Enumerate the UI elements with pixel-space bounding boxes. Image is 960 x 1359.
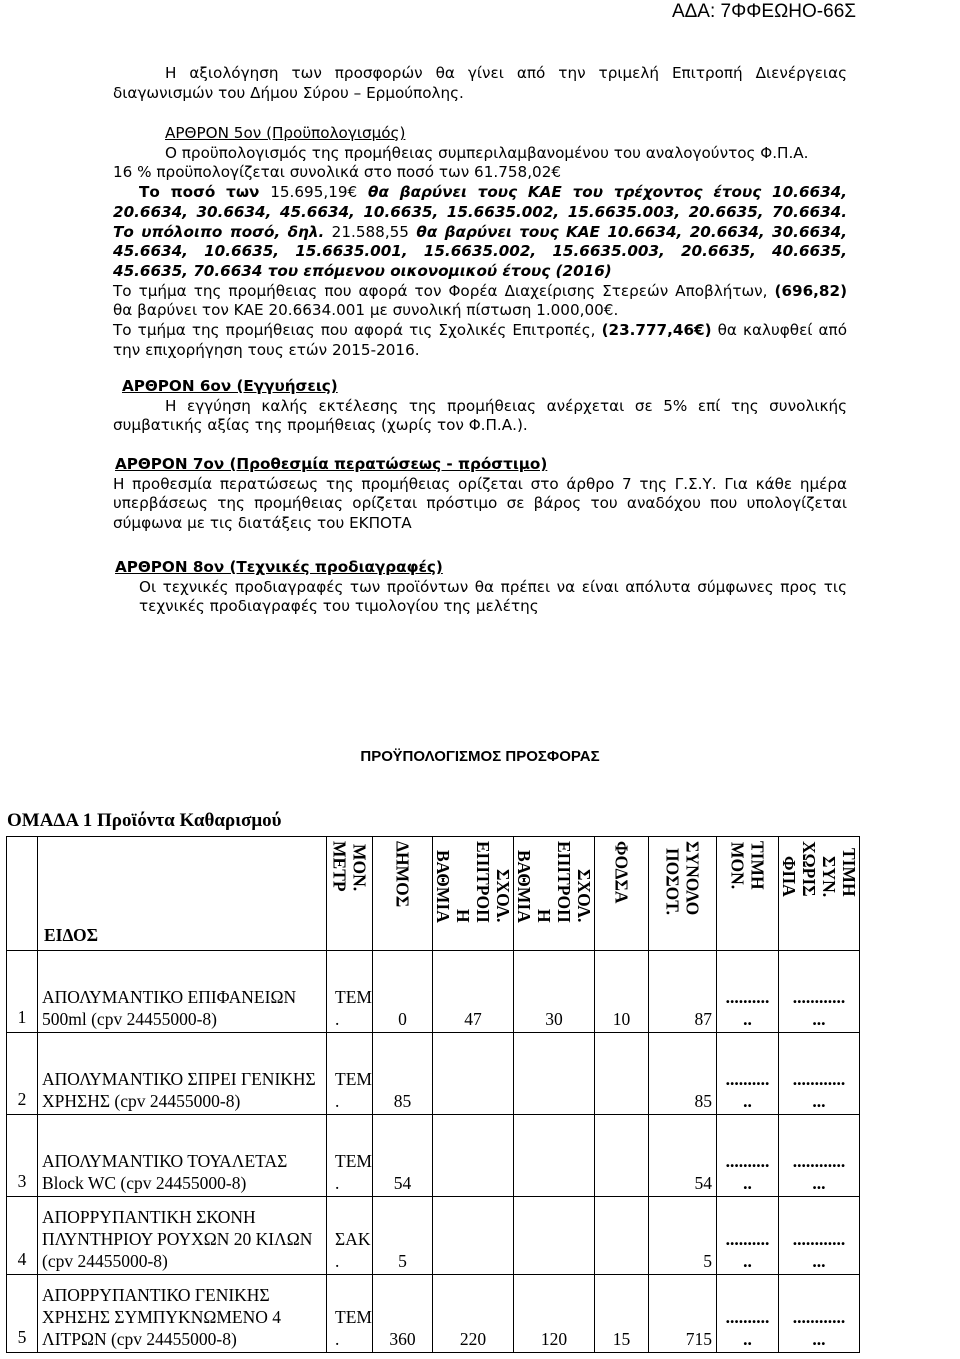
intro-line-1: Η αξιολόγηση των προσφορών θα γίνει από την τριμελή Επιτροπή Διενέργειας: [165, 64, 847, 82]
article-5-p5: [113, 321, 847, 360]
qty-municipality: 85: [393, 1091, 412, 1111]
budget-table: [6, 836, 860, 1353]
header-school-b: [513, 837, 594, 951]
header-municipality-label: ΔΗΜΟΣ: [392, 841, 413, 908]
qty-school-b: 120: [540, 1329, 568, 1349]
price-no-vat-cell: [778, 1115, 859, 1197]
article-5-p3-text: θα βαρύνει τους ΚΑΕ του τρέχοντος έτους 10.6634, 20.6634, 30.6634, 45.6634, 10.6635, 15.6635.002, 15.6635.003, 20.6635, 70.6634. Το υπόλοιπο ποσό, δηλ.: [113, 183, 847, 241]
item-name-cell: [38, 1197, 327, 1275]
row-number: 4: [17, 1249, 27, 1269]
item-name: ΑΠΟΛΥΜΑΝΤΙΚΟ ΕΠΙΦΑΝΕΙΩΝ 500ml (cpv 24455000-8): [42, 987, 297, 1029]
unit-label: ΣΑΚ: [335, 1229, 371, 1249]
header-unit-label: ΜΟΝ. ΜΕΤΡ: [329, 841, 370, 892]
unit-dot: .: [335, 1251, 340, 1271]
article-7-text: Η προθεσμία περατώσεως της προμήθειας ορίζεται στο άρθρο 7 της Γ.Σ.Υ. Για κάθε ημέρα υπερβάσεως της προμήθειας ορίζεται πρόστιμο σε βάρος του αναδόχου που υπολογίζεται σύμφωνα με τις διατάξεις του ΕΚΠΟΤΑ: [113, 474, 847, 533]
qty-fodsa-cell: [594, 1033, 648, 1115]
article-5-p5-b: θα καλυφθεί από την επιχορήγηση τους ετών 2015-2016.: [113, 321, 847, 359]
article-5-p4-b: θα βαρύνει τον ΚΑΕ 20.6634.001 με συνολική πίστωση 1.000,00€.: [113, 301, 619, 320]
qty-municipality-cell: [372, 1275, 432, 1353]
header-total-qty: [648, 837, 716, 951]
price-no-vat: ............ ...: [792, 1229, 846, 1271]
qty-school-a: 220: [459, 1329, 487, 1349]
table-row: [7, 1197, 860, 1275]
unit-price-cell: [716, 1115, 778, 1197]
table-row: [7, 1033, 860, 1115]
price-no-vat: ............ ...: [792, 1307, 846, 1349]
qty-school-a-cell: [432, 951, 513, 1033]
unit-price: .......... ..: [725, 1229, 770, 1271]
document-code: ΑΔΑ: 7ΦΦΕΩΗΟ-66Σ: [671, 1, 856, 22]
unit-dot: .: [335, 1329, 340, 1349]
unit-price: .......... ..: [725, 987, 770, 1029]
qty-total-cell: [648, 1033, 716, 1115]
row-number-cell: [7, 1275, 38, 1353]
qty-municipality: 5: [398, 1251, 407, 1271]
header-unit: [327, 837, 373, 951]
header-municipality: [372, 837, 432, 951]
qty-municipality-cell: [372, 1033, 432, 1115]
group-title: ΟΜΑΔΑ 1 Προϊόντα Καθαρισμού: [7, 810, 282, 831]
qty-school-a-cell: [432, 1275, 513, 1353]
unit-dot: .: [335, 1091, 340, 1111]
article-5-p4: [113, 282, 847, 321]
price-no-vat-cell: [778, 1275, 859, 1353]
unit-price: .......... ..: [725, 1307, 770, 1349]
qty-school-a-cell: [432, 1115, 513, 1197]
item-name-cell: [38, 951, 327, 1033]
article-5-p3-label: Το ποσό των: [139, 183, 271, 202]
header-unit-price: [716, 837, 778, 951]
budget-title: ΠΡΟΫΠΟΛΟΓΙΣΜΟΣ ΠΡΟΣΦΟΡΑΣ: [360, 748, 600, 765]
unit-price: .......... ..: [725, 1151, 770, 1193]
qty-municipality: 54: [393, 1173, 412, 1193]
header-school-b-label: ΣΧΟΛ. ΕΠΙΤΡΟΠ Η ΒΑΘΜΙΑ: [513, 841, 594, 923]
unit-label: ΤΕΜ: [335, 987, 372, 1007]
header-fodsa: [594, 837, 648, 951]
price-no-vat: ............ ...: [792, 1069, 846, 1111]
qty-total: 87: [694, 1009, 712, 1029]
header-fodsa-label: ΦΟΔΣΑ: [611, 841, 632, 904]
qty-fodsa-cell: [594, 951, 648, 1033]
row-number: 1: [17, 1007, 27, 1027]
header-item: ΕΙΔΟΣ: [38, 837, 327, 951]
qty-school-a: 47: [464, 1009, 482, 1029]
row-number-cell: [7, 1033, 38, 1115]
header-number: [7, 837, 38, 951]
item-name: ΑΠΟΛΥΜΑΝΤΙΚΟ ΤΟΥΑΛΕΤΑΣ Block WC (cpv 24455000-8): [42, 1151, 288, 1193]
article-7-section: [113, 455, 847, 534]
unit-label: ΤΕΜ: [335, 1069, 372, 1089]
article-6-text: Η εγγύηση καλής εκτέλεσης της προμήθειας ανέρχεται σε 5% επί της συνολικής συμβατικής αξίας της προμήθειας (χωρίς τον Φ.Π.Α.).: [113, 396, 847, 435]
qty-fodsa-cell: [594, 1197, 648, 1275]
price-no-vat: ............ ...: [792, 1151, 846, 1193]
unit-cell: [327, 1197, 373, 1275]
row-number: 5: [17, 1327, 27, 1347]
price-no-vat: ............ ...: [792, 987, 846, 1029]
qty-total-cell: [648, 1197, 716, 1275]
article-5-p3-rest-text: θα βαρύνει τους ΚΑΕ 10.6634, 20.6634, 30.6634, 45.6634, 10.6635, 15.6635.001, 15.6635.002, 15.6635.003, 20.6635, 40.6635, 45.6635, 70.6634 του επόμενου οικονομικού έτους (2016): [113, 222, 847, 280]
row-number: 2: [17, 1089, 27, 1109]
item-name-cell: [38, 1033, 327, 1115]
article-5-p5-a: Το τμήμα της προμήθειας που αφορά τις Σχολικές Επιτροπές,: [113, 321, 602, 340]
qty-total: 54: [694, 1173, 712, 1193]
unit-price-cell: [716, 1197, 778, 1275]
article-7-title: ΑΡΘΡΟΝ 7ον (Προθεσμία περατώσεως - πρόστιμο): [115, 455, 548, 473]
unit-cell: [327, 1033, 373, 1115]
qty-municipality-cell: [372, 1115, 432, 1197]
qty-municipality-cell: [372, 1197, 432, 1275]
article-8-section: [113, 558, 847, 617]
article-5-p4-a: Το τμήμα της προμήθειας που αφορά τον Φορέα Διαχείρισης Στερεών Αποβλήτων,: [113, 281, 768, 300]
article-5-p1: Ο προϋπολογισμός της προμήθειας συμπεριλαμβανομένου του αναλογούντος Φ.Π.Α.: [165, 143, 809, 162]
qty-total-cell: [648, 951, 716, 1033]
table-row: [7, 951, 860, 1033]
qty-total-cell: [648, 1115, 716, 1197]
header-unit-price-label: ΤΙΜΗ ΜΟΝ.: [727, 841, 768, 890]
intro-line-2: διαγωνισμών του Δήμου Σύρου – Ερμούπολης.: [113, 83, 464, 102]
qty-school-b-cell: [513, 1197, 594, 1275]
item-name: ΑΠΟΡΡΥΠΑΝΤΙΚΗ ΣΚΟΝΗ ΠΛΥΝΤΗΡΙΟΥ ΡΟΥΧΩΝ 20 ΚΙΛΩΝ (cpv 24455000-8): [42, 1207, 313, 1271]
unit-cell: [327, 1275, 373, 1353]
header-total-qty-label: ΣΥΝΟΛΟ ΠΟΣΟΤ.: [662, 841, 703, 916]
qty-school-b: 30: [545, 1009, 563, 1029]
article-8-text: Οι τεχνικές προδιαγραφές των προϊόντων θα πρέπει να είναι απόλυτα σύμφωνες προς τις τεχνικές προδιαγραφές του τιμολογίου της μελέτης: [139, 577, 847, 616]
article-5-p4-amount: (696,82): [774, 281, 848, 300]
unit-dot: .: [335, 1009, 340, 1029]
row-number-cell: [7, 951, 38, 1033]
table-header-row: [7, 837, 860, 951]
header-school-a: [432, 837, 513, 951]
table-row: [7, 1115, 860, 1197]
article-8-title: ΑΡΘΡΟΝ 8ον (Τεχνικές προδιαγραφές): [115, 558, 443, 576]
item-name-cell: [38, 1115, 327, 1197]
header-price-no-vat: [778, 837, 859, 951]
price-no-vat-cell: [778, 1197, 859, 1275]
qty-fodsa: 15: [612, 1329, 631, 1349]
qty-school-b-cell: [513, 1033, 594, 1115]
article-5-title: ΑΡΘΡΟΝ 5ον (Προϋπολογισμός): [165, 124, 406, 142]
qty-school-b-cell: [513, 1115, 594, 1197]
qty-school-b-cell: [513, 1275, 594, 1353]
header-price-no-vat-label: ΤΙΜΗ ΣΥΝ. ΧΩΡΙΣ ΦΠΑ: [778, 841, 859, 897]
qty-municipality: 360: [389, 1329, 416, 1349]
qty-total: 715: [685, 1329, 712, 1349]
article-5-p3-amount: 15.695,19€: [270, 183, 358, 202]
unit-price-cell: [716, 951, 778, 1033]
qty-municipality-cell: [372, 951, 432, 1033]
unit-cell: [327, 951, 373, 1033]
unit-price: .......... ..: [725, 1069, 770, 1111]
header-school-a-label: ΣΧΟΛ. ΕΠΙΤΡΟΠ Η ΒΑΘΜΙΑ: [432, 841, 513, 923]
item-name: ΑΠΟΛΥΜΑΝΤΙΚΟ ΣΠΡΕΙ ΓΕΝΙΚΗΣ ΧΡΗΣΗΣ (cpv 24455000-8): [42, 1069, 316, 1111]
item-name-cell: [38, 1275, 327, 1353]
article-6-section: [113, 377, 847, 436]
price-no-vat-cell: [778, 951, 859, 1033]
qty-total: 85: [694, 1091, 712, 1111]
qty-school-a-cell: [432, 1033, 513, 1115]
qty-fodsa-cell: [594, 1115, 648, 1197]
article-5-p3: [113, 183, 847, 282]
article-5-section: [113, 124, 847, 360]
row-number-cell: [7, 1197, 38, 1275]
row-number: 3: [17, 1171, 27, 1191]
qty-fodsa-cell: [594, 1275, 648, 1353]
qty-school-b-cell: [513, 951, 594, 1033]
qty-school-a-cell: [432, 1197, 513, 1275]
unit-label: ΤΕΜ: [335, 1307, 372, 1327]
qty-fodsa: 10: [612, 1009, 631, 1029]
article-5-p5-amount: (23.777,46€): [601, 321, 712, 340]
article-5-p3-rest-amount: 21.588,55: [331, 222, 409, 241]
unit-price-cell: [716, 1275, 778, 1353]
price-no-vat-cell: [778, 1033, 859, 1115]
qty-municipality: 0: [398, 1009, 407, 1029]
table-row: [7, 1275, 860, 1353]
item-name: ΑΠΟΡΡΥΠΑΝΤΙΚΟ ΓΕΝΙΚΗΣ ΧΡΗΣΗΣ ΣΥΜΠΥΚΝΩΜΕΝΟ 4 ΛΙΤΡΩΝ (cpv 24455000-8): [42, 1285, 281, 1349]
article-5-p2: 16 % προϋπολογίζεται συνολικά στο ποσό των 61.758,02€: [113, 163, 562, 182]
article-6-title: ΑΡΘΡΟΝ 6ον (Εγγυήσεις): [122, 377, 338, 395]
unit-price-cell: [716, 1033, 778, 1115]
row-number-cell: [7, 1115, 38, 1197]
unit-label: ΤΕΜ: [335, 1151, 372, 1171]
unit-cell: [327, 1115, 373, 1197]
qty-total: 5: [703, 1251, 712, 1271]
unit-dot: .: [335, 1173, 340, 1193]
intro-section: [113, 64, 847, 103]
qty-total-cell: [648, 1275, 716, 1353]
